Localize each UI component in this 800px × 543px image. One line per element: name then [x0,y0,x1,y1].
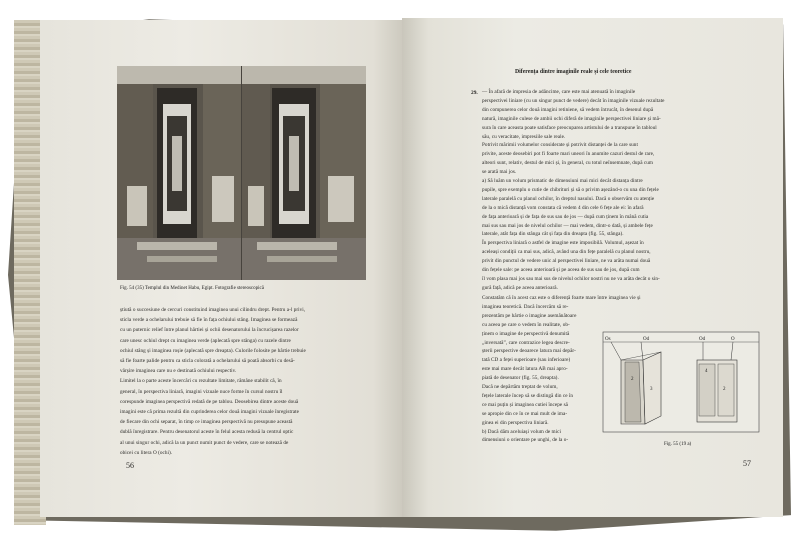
text-line: „inversată”, care contrazice legea descre- [482,339,570,346]
text-line: piată de desenator (fig. 55, dreapta). [482,375,559,382]
stereo-photograph [117,66,366,280]
text-line: ce mai puțin și imaginea cutiei începe să [482,401,569,408]
text-line: ochiul stâng și imaginea roșie (aplecată spre dreapta). Culorile folosite pe hârtie trebuie [120,347,306,354]
text-line: privite, aceste deosebiri pot fi foarte mari uneori în anumite cazuri destul de rare, [482,151,655,158]
text-line: laterale, atât fața din stânga cât și fața din dreapta (fig. 55, stânga). [482,231,624,238]
text-line: privit din punctul de vedere unic al perspectivei liniare, ne va arăta numai două [482,258,651,265]
text-line: de la o mică distanță vom constata că vedem 4 din cele 6 fețe ale ei: în afară [482,204,644,211]
text-line: corespunde imaginea perspectivă redată de pe tablou. Deosebirea dintre aceste două [120,398,299,405]
diagram-label: Od [643,337,650,342]
text-line: Dacă ne depărtăm treptat de volum, [482,384,558,390]
diagram-label: Od [699,337,706,342]
diagram-label: O [731,337,735,342]
text-line: imaginea teoretică. Dacă încercăm să re- [482,303,569,310]
text-line: știută o succesiune de cercuri constituind imaginea unui cilindru drept. Pentru a-l privi, [120,307,306,313]
text-line: În perspectiva liniară o astfel de imagine este imposibilă. Volumul, așezat în [482,240,644,247]
text-line: — În afară de impresia de adâncime, care este mai atenuată în imaginile [482,89,636,95]
text-line: laterale paralelă cu planul ochilor, în dreptul nasului. Dacă o observăm cu atenție [482,195,655,202]
text-line: să fie foarte palide pentru ca sticla colorată a ochelarului să poată absorbi cu desă- [120,358,295,364]
text-line: îl vom plasa mai jos sau mai sus de nivelul ochilor nostri nu ne va arăta decât o sin- [482,275,660,282]
text-line: se apropie din ce în ce mai mult de ima- [482,410,568,417]
diagram-label: 4 [705,369,708,374]
text-line: al unui singur ochi, adică la un punct numit punct de vedere, care se notează de [120,439,289,446]
text-line: ginea ei din perspectiva liniară. [482,419,549,426]
text-line: din compunerea celor două imagini retiniene, să vedem întrucât, în desenul după [482,106,654,113]
text-line: prezentăm pe hârtie o imagine asemănătoare [482,312,577,319]
text-line: sticla verde a ochelarului trebuie să fie în fața ochiului stâng. Imaginea se formează [120,317,298,324]
diagram-label: Os [605,337,611,342]
page-number-left: 56 [126,461,134,470]
text-line: dublă înregistrare. Pentru desenatorul aceste în felul acesta redusă la centrul optic [120,429,294,436]
text-line: șterii perspective deoarece latura mai depăr- [482,348,576,355]
running-head: Diferența dintre imaginile reale și cele teoretice [515,69,632,75]
section-number: 29. [471,90,478,96]
text-line: de fața anterioară și de fața de sus sau de jos — după cum ținem în mână cutia [482,213,649,220]
text-line: vârșire imaginea care nu e destinată ochiului respectiv. [120,368,237,375]
text-line: se arată mai jos. [482,169,517,176]
text-line: alteori sunt, relativ, destul de mici și, în general, cu totul neînsemnate, după cum [482,160,653,167]
diagram-label: 3 [650,387,653,392]
text-line: a) Să luăm un volum prismatic de dimensiuni mai mici decât distanța dintre [482,178,643,184]
right-page [402,18,783,517]
text-line: ținem o imagine de perspectivă denumită [482,330,570,337]
text-line: fețele laterale încep să se distingă din ce în [482,392,574,399]
text-line: b) Dacă dăm aceluiași volum de mici [482,428,561,435]
text-line: cu aceea pe care o vedem în realitate, ob- [482,321,570,328]
text-line: sura în care aceasta poate satisface preocuparea artistului de a transpune în tabloul [482,124,657,131]
text-line: de fiecare din ochi separat, în timp ce imaginea perspectivă nu presupune această [120,419,293,426]
text-line: din fețele sale: pe aceea anterioară și pe aceea de sus sau de jos, după cum [482,267,640,273]
perspective-diagram [603,332,759,432]
page-number-right: 57 [743,459,751,468]
text-line: natură, imaginile culese de ambii ochi diferă de imaginile perspectivei liniare și mă- [482,115,661,122]
text-line: pupile, spre exemplu o cutie de chibrituri și să o privim așezând-o cu una din fețele [482,186,659,193]
text-line: obicei cu litera O (ochi). [120,449,173,456]
diagram-label: 2 [631,377,634,382]
left-page [40,20,402,517]
text-line: general, în perspectiva liniară, imagini vizuale nuce forme în cursul nostru îl [120,388,283,395]
text-line: gură față, adică pe aceea anterioară. [482,284,559,291]
text-line: tată CD a feței superioare (sau inferioare) [482,357,571,364]
text-line: este mai mare decât latura AB mai apro- [482,366,568,373]
text-line: aceleași condiții ca mai sus, adică, având una din fețe paralelă cu planul nostru, [482,249,651,256]
text-line: perspectivei liniare (cu un singur punct de vedere) decât în imaginile vizuale rezultate [482,97,665,104]
photo-caption: Fig. 54 (35) Templul din Medinet Habu, Egipt. Fotografie stereoscopică [120,286,264,291]
text-line: Limitel la o parte aceste încercări cu rezultate limitate, rămâne stabilit că, în [120,378,282,385]
text-line: imagini este că prima rezultă din cuprinderea celor două imagini vizuale înregistrate [120,409,299,415]
text-line: care unesc ochiul drept cu imaginea verde (aplecată spre stânga) cu razele dintre [120,337,291,344]
text-line: Potrivit mărimii volumelor considerate și potrivit distanței de la care sunt [482,142,638,149]
figure-caption: Fig. 55 (19 a) [664,442,692,447]
text-line: Constatăm că în acest caz este o diferență foarte mare între imaginea vie și [482,295,641,301]
text-line: său, cu veracitate, impresiile sale reale. [482,133,566,140]
text-line: cu un puternic relief între planul hârtiei și ochii desenatorului la încrucișarea razelor [120,327,299,334]
text-line: mai sus sau mai jos de nivelul ochilor — mai vedem, dintr-o dată, și ambele fețe [482,222,653,229]
diagram-label: 2 [723,387,726,392]
text-line: dimensiuni o orientare pe unghi, de la o- [482,437,569,444]
